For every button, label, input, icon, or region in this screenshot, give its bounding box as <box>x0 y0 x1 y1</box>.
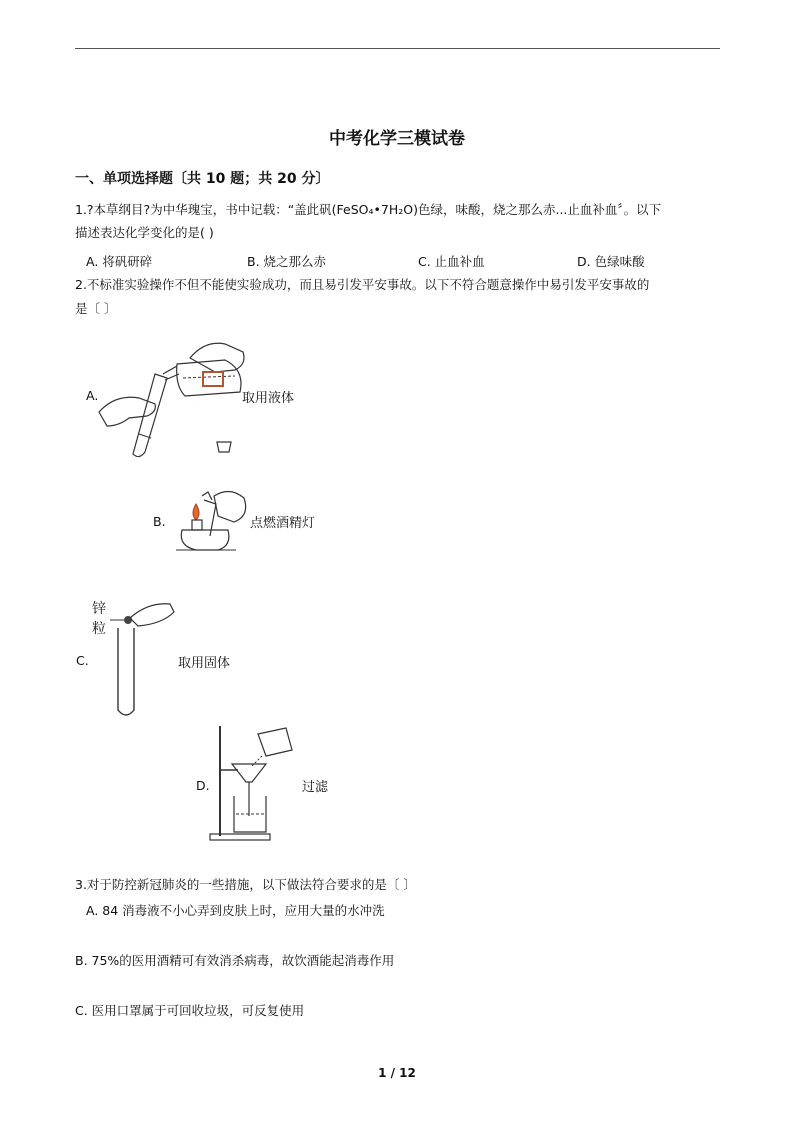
question-1-option-b: B. 烧之那么赤 <box>247 254 327 269</box>
question-2-line-1: 2.不标准实验操作不但不能使实验成功，而且易引发平安事故。以下不符合题意操作中易引发平安事故的 <box>75 277 650 292</box>
question-2-option-a-caption: 取用液体 <box>242 391 295 406</box>
question-1-line-1: 1.?本草纲目?为中华瑰宝，书中记载：“盖此矾(FeSO₄•7H₂O)色绿，味酸，烧之那么赤...止血补血〞。以下 <box>75 202 662 217</box>
question-2-option-c-letter: C. <box>76 653 89 668</box>
question-1-option-a: A. 将矾研碎 <box>86 254 153 269</box>
question-2-option-c-caption: 取用固体 <box>178 656 231 671</box>
question-3-option-b: B. 75%的医用酒精可有效消杀病毒，故饮酒能起消毒作用 <box>75 953 395 968</box>
question-2-option-d-letter: D. <box>196 778 210 793</box>
question-2-option-b-letter: B. <box>153 514 166 529</box>
zinc-label-1: 锌 <box>92 601 106 617</box>
question-1-option-c: C. 止血补血 <box>418 254 485 269</box>
question-3-line-1: 3.对于防控新冠肺炎的一些措施，以下做法符合要求的是〔 〕 <box>75 877 416 892</box>
alcohol-lamp-illustration <box>174 486 254 558</box>
question-3-option-c: C. 医用口罩属于可回收垃圾，可反复使用 <box>75 1003 305 1018</box>
question-1-line-2: 描述表达化学变化的是( ) <box>75 225 214 240</box>
pour-liquid-illustration <box>95 330 255 462</box>
question-2-option-d-caption: 过滤 <box>302 780 329 795</box>
section-heading: 一、单项选择题〔共 10 题；共 20 分〕 <box>75 171 330 187</box>
question-1-option-d: D. 色绿味酸 <box>577 254 645 269</box>
question-3-option-a: A. 84 消毒液不小心弄到皮肤上时，应用大量的水冲洗 <box>86 903 385 918</box>
solid-test-tube-illustration <box>108 598 178 720</box>
header-rule <box>75 48 720 49</box>
question-2-option-b-caption: 点燃酒精灯 <box>250 516 316 531</box>
zinc-label-2: 粒 <box>92 621 106 637</box>
page-number: 1 / 12 <box>378 1066 416 1080</box>
question-2-line-2: 是〔 〕 <box>75 301 117 316</box>
page-title: 中考化学三模试卷 <box>329 129 465 149</box>
question-2-option-a-letter: A. <box>86 388 99 403</box>
filtration-illustration <box>208 722 300 844</box>
